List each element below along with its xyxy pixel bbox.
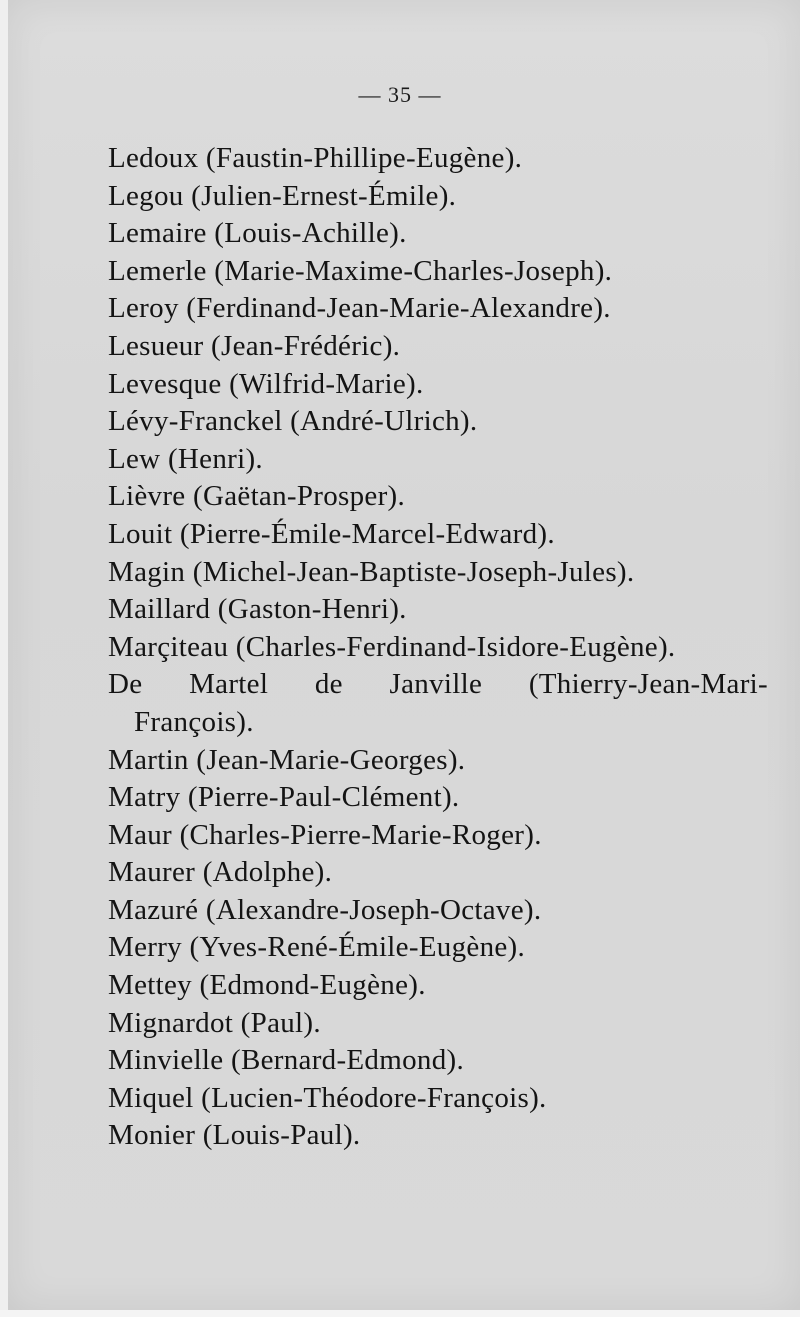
list-item: Marçiteau (Charles-Ferdinand-Isidore-Eugène).	[108, 630, 676, 663]
list-item: Magin (Michel-Jean-Baptiste-Joseph-Jules).	[108, 555, 635, 588]
list-item: Levesque (Wilfrid-Marie).	[108, 367, 424, 400]
list-item: Louit (Pierre-Émile-Marcel-Edward).	[108, 517, 555, 550]
list-item: Miquel (Lucien-Théodore-François).	[108, 1081, 547, 1114]
list-item: Merry (Yves-René-Émile-Eugène).	[108, 931, 526, 964]
martel-word: De	[108, 668, 143, 701]
martel-word: Janville	[389, 668, 483, 701]
list-item: Matry (Pierre-Paul-Clément).	[108, 781, 460, 814]
list-item: Martin (Jean-Marie-Georges).	[108, 743, 466, 776]
martel-word: (Thierry-Jean-Mari-	[528, 668, 768, 701]
page-number: — 35 —	[358, 82, 442, 107]
name-list	[108, 140, 768, 1155]
list-item: Lièvre (Gaëtan-Prosper).	[108, 480, 406, 513]
list-item: Legou (Julien-Ernest-Émile).	[108, 179, 457, 212]
list-item: Lew (Henri).	[108, 442, 263, 475]
list-item: Leroy (Ferdinand-Jean-Marie-Alexandre).	[108, 292, 611, 325]
page-edge-left	[0, 0, 8, 1317]
list-item: Maurer (Adolphe).	[108, 856, 333, 889]
page-edge-bottom	[0, 1310, 800, 1317]
list-item-continuation: François).	[134, 705, 254, 738]
list-item: Mignardot (Paul).	[108, 1006, 321, 1039]
list-item: Monier (Louis-Paul).	[108, 1119, 361, 1152]
list-item: Lévy-Franckel (André-Ulrich).	[108, 405, 478, 438]
list-item: Mazuré (Alexandre-Joseph-Octave).	[108, 893, 542, 926]
list-item: Maur (Charles-Pierre-Marie-Roger).	[108, 818, 542, 851]
list-item: Minvielle (Bernard-Edmond).	[108, 1044, 465, 1077]
list-item: Lemaire (Louis-Achille).	[108, 217, 407, 250]
list-item: Lemerle (Marie-Maxime-Charles-Joseph).	[108, 254, 613, 287]
martel-word: Martel	[189, 668, 269, 701]
list-item-martel	[108, 666, 768, 704]
list-item: Mettey (Edmond-Eugène).	[108, 969, 426, 1002]
martel-word: de	[314, 668, 343, 701]
list-item: Lesueur (Jean-Frédéric).	[108, 329, 401, 362]
list-item: Maillard (Gaston-Henri).	[108, 593, 407, 626]
list-item: Ledoux (Faustin-Phillipe-Eugène).	[108, 142, 523, 174]
